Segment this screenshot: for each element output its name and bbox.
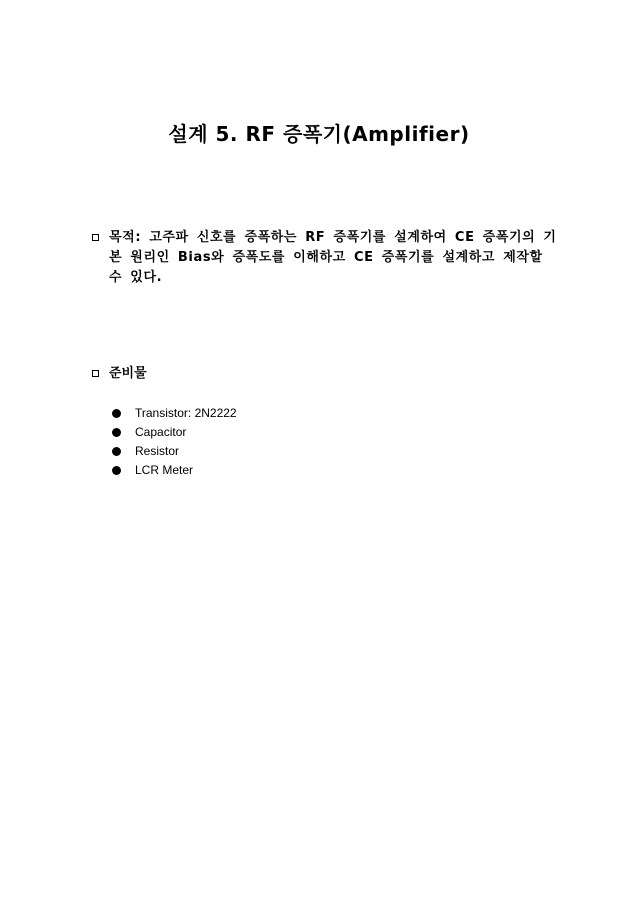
list-item [112, 442, 237, 461]
purpose-line [92, 228, 562, 288]
list-item-label: Capacitor [135, 425, 187, 439]
list-item-label: Transistor: 2N2222 [135, 406, 237, 420]
square-bullet-icon [92, 370, 99, 377]
bullet-icon [112, 466, 121, 475]
preparation-section [92, 364, 562, 384]
list-item [112, 461, 237, 480]
page-title: 설계 5. RF 증폭기(Amplifier) [168, 122, 470, 146]
preparation-heading-line [92, 364, 562, 384]
list-item-label: LCR Meter [135, 463, 194, 477]
list-item [112, 423, 237, 442]
square-bullet-icon [92, 234, 99, 241]
bullet-icon [112, 409, 121, 418]
bullet-icon [112, 447, 121, 456]
list-item [112, 404, 237, 423]
preparation-heading: 준비물 [109, 366, 147, 381]
purpose-section [92, 228, 562, 288]
list-item-label: Resistor [135, 444, 180, 458]
purpose-text: 목적: 고주파 신호를 증폭하는 RF 증폭기를 설계하여 CE 증폭기의 기본 원리인 Bias와 증폭도를 이해하고 CE 증폭기를 설계하고 제작할 수 있다. [109, 230, 557, 285]
bullet-icon [112, 428, 121, 437]
preparation-list [112, 404, 237, 480]
